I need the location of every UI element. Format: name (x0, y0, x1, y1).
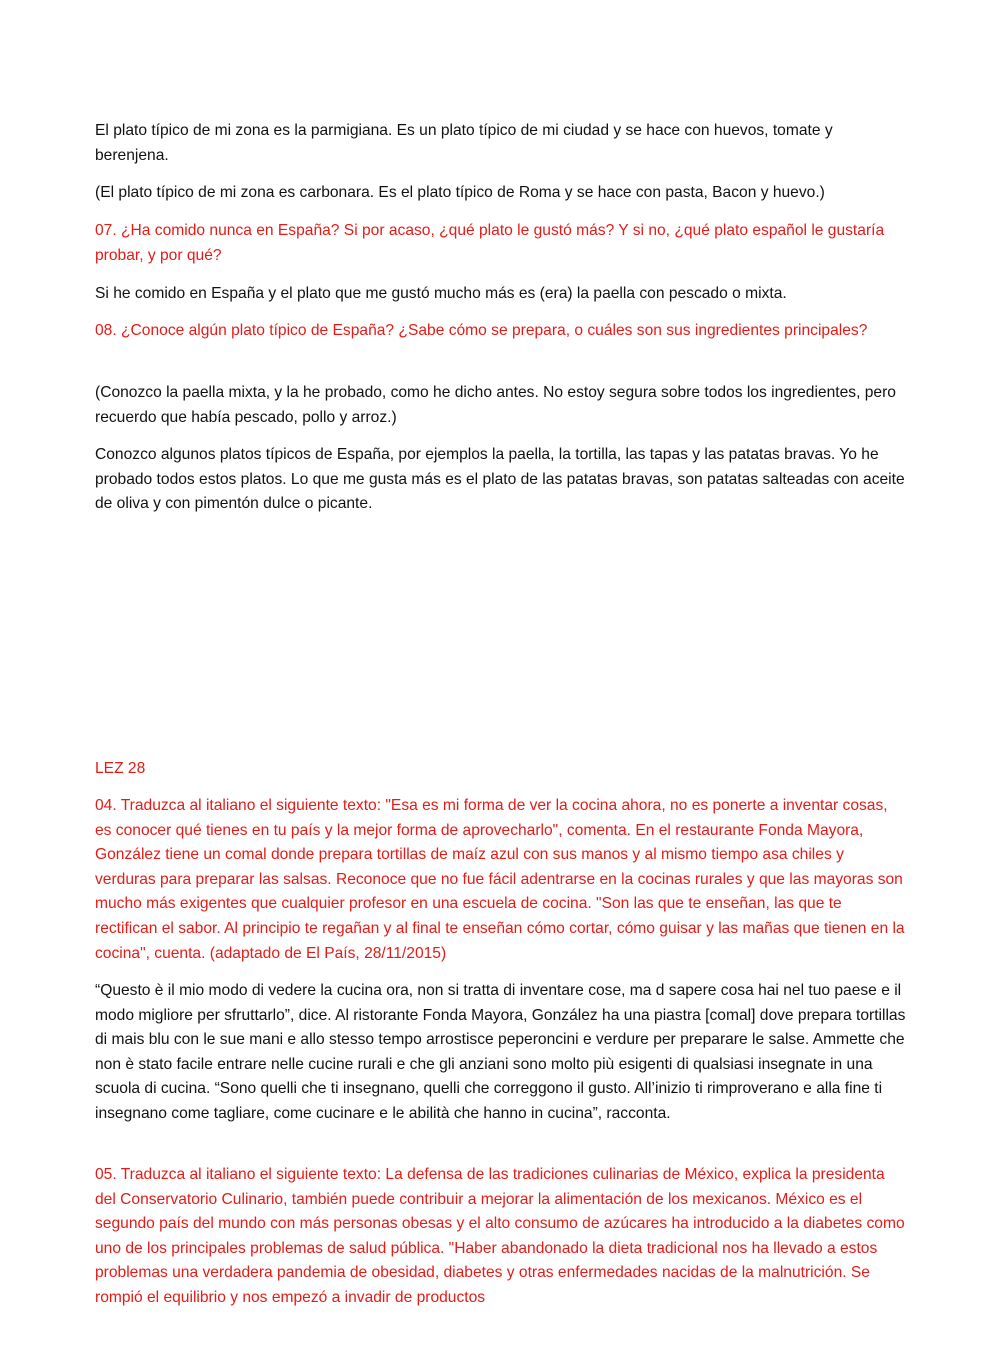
lesson-heading: LEZ 28 (95, 760, 146, 777)
translation-paragraph: “Questo è il mio modo di vedere la cucina ora, non si tratta di inventare cose, ma d sapere cosa hai nel tuo paese e il modo migliore per sfruttarlo”, dice. Al ristorante Fonda Mayora, González ha una piastra [comal] dove prepara tortillas di mais blu con le sue mani e allo stesso tempo arrostisce peperoncini e verdure per preparare le salse. Ammette che non è stato facile entrare nelle cucine rurali e che gli anziani sono molto più esigenti di qualsiasi insegnate in una scuola di cucina. “Sono quelli che ti insegnano, quelli che correggono il gusto. All’inizio ti rimproverano e alla fine ti insegnano come tagliare, come cucinare e le abilità che hanno in cucina”, racconta. (95, 982, 906, 1122)
question-04: 04. Traduzca al italiano el siguiente texto: "Esa es mi forma de ver la cocina ahora, no es ponerte a inventar cosas, es conocer qué tienes en tu país y la mejor forma de aprovecharlo", comenta. En el restaurante Fonda Mayora, González tiene un comal donde prepara tortillas de maíz azul con sus manos y al mismo tiempo asa chiles y verduras para preparar las salsas. Reconoce que no fue fácil adentrarse en la cocinas rurales y que las mayoras son mucho más exigentes que cualquier profesor en una escuela de cocina. "Son las que te enseñan, las que te rectifican el sabor. Al principio te regañan y al final te enseñan cómo cortar, cómo guisar y las mañas que tienen en la cocina", cuenta. (adaptado de El País, 28/11/2015) (95, 797, 905, 962)
answer-paragraph: (Conozco la paella mixta, y la he probado, como he dicho antes. No estoy segura sobre todos los ingredientes, pero recuerdo que había pescado, pollo y arroz.) (95, 384, 896, 426)
answer-paragraph: (El plato típico de mi zona es carbonara. Es el plato típico de Roma y se hace con pasta, Bacon y huevo.) (95, 184, 825, 201)
question-05: 05. Traduzca al italiano el siguiente texto: La defensa de las tradiciones culinarias de México, explica la presidenta del Conservatorio Culinario, también puede contribuir a mejorar la alimentación de los mexicanos. México es el segundo país del mundo con más personas obesas y el alto consumo de azúcares ha introducido a la diabetes como uno de los principales problemas de salud pública. "Haber abandonado la dieta tradicional nos ha llevado a estos problemas una verdadera pandemia de obesidad, diabetes y otras enfermedades nacidas de la malnutrición. Se rompió el equilibrio y nos empezó a invadir de productos (95, 1166, 905, 1306)
answer-paragraph: El plato típico de mi zona es la parmigiana. Es un plato típico de mi ciudad y se hace con huevos, tomate y berenjena. (95, 122, 833, 164)
question-07: 07. ¿Ha comido nunca en España? Si por acaso, ¿qué plato le gustó más? Y si no, ¿qué plato español le gustaría probar, y por qué? (95, 222, 885, 264)
question-08: 08. ¿Conoce algún plato típico de España? ¿Sabe cómo se prepara, o cuáles son sus ingredientes principales? (95, 322, 868, 339)
answer-paragraph: Conozco algunos platos típicos de España, por ejemplos la paella, la tortilla, las tapas y las patatas bravas. Yo he probado todos estos platos. Lo que me gusta más es el plato de las patatas bravas, son patatas salteadas con aceite de oliva y con pimentón dulce o picante. (95, 446, 905, 513)
answer-paragraph: Si he comido en España y el plato que me gustó mucho más es (era) la paella con pescado o mixta. (95, 285, 787, 302)
